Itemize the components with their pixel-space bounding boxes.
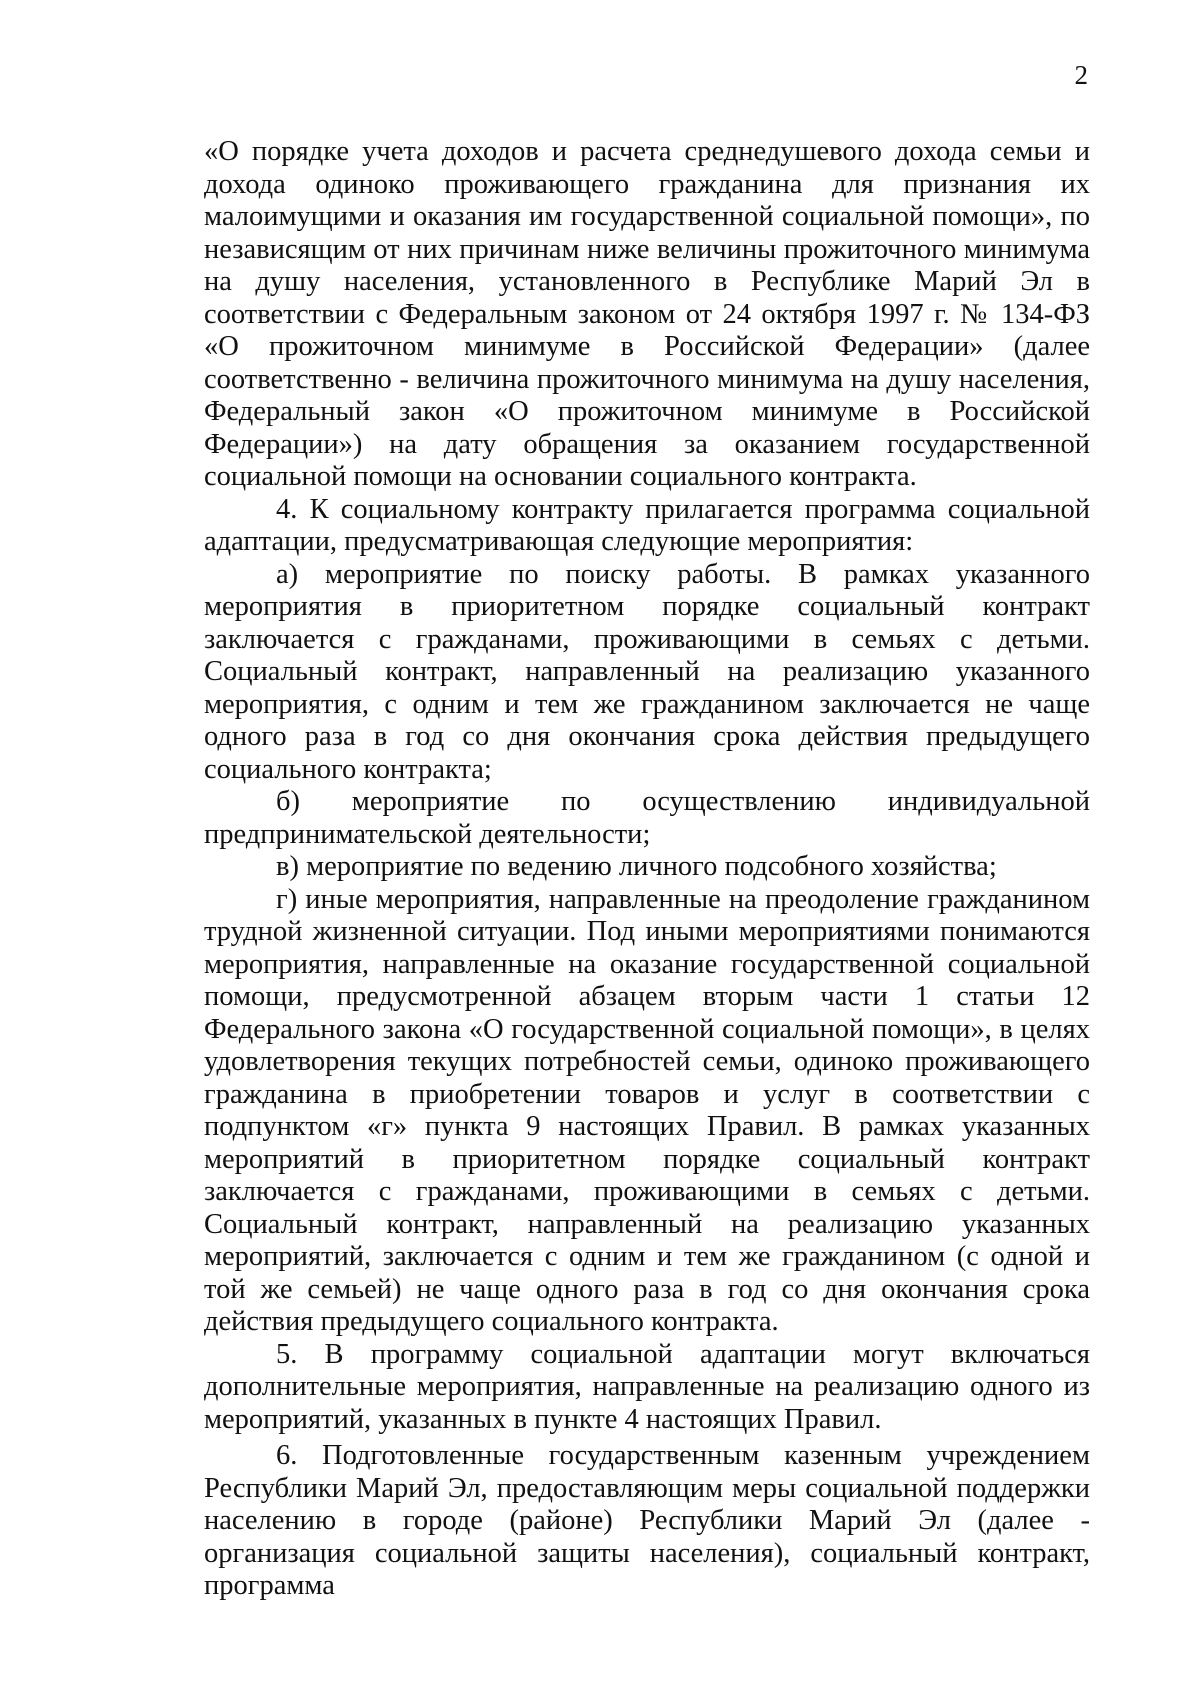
paragraph-item-5: 5. В программу социальной адаптации могут включаться дополнительные мероприятия, направленные на реализацию одного из мероприятий, указанных в пункте 4 настоящих Правил. [204,1338,1090,1435]
page-number: 2 [1074,60,1088,90]
paragraph-subitem-a: а) мероприятие по поиску работы. В рамках указанного мероприятия в приоритетном порядке социальный контракт заключается с гражданами, проживающими в семьях с детьми. Социальный контракт, направленный на реализацию указанного мероприятия, с одним и тем же гражданином заключается не чаще одного раза в год со дня окончания срока действия предыдущего социального контракта; [204,558,1090,785]
paragraph-subitem-g: г) иные мероприятия, направленные на преодоление гражданином трудной жизненной ситуации. Под иными мероприятиями понимаются мероприятия, направленные на оказание государственной социальной помощи, предусмотренной абзацем вторым части 1 статьи 12 Федерального закона «О государственной социальной помощи», в целях удовлетворения текущих потребностей семьи, одиноко проживающего гражданина в приобретении товаров и услуг в соответствии с подпунктом «г» пункта 9 настоящих Правил. В рамках указанных мероприятий в приоритетном порядке социальный контракт заключается с гражданами, проживающими в семьях с детьми. Социальный контракт, направленный на реализацию указанных мероприятий, заключается с одним и тем же гражданином (с одной и той же семьей) не чаще одного раза в год со дня окончания срока действия предыдущего социального контракта. [204,883,1090,1337]
paragraph-item-6: 6. Подготовленные государственным казенным учреждением Республики Марий Эл, предоставляющим меры социальной поддержки населению в городе (районе) Республики Марий Эл (далее - организация социальной защиты населения), социальный контракт, программа [204,1440,1090,1601]
paragraph-continuation: «О порядке учета доходов и расчета среднедушевого дохода семьи и дохода одиноко проживающего гражданина для признания их малоимущими и оказания им государственной социальной помощи», по независящим от них причинам ниже величины прожиточного минимума на душу населения, установленного в Республике Марий Эл в соответствии с Федеральным законом от 24 октября 1997 г. № 134-ФЗ «О прожиточном минимуме в Российской Федерации» (далее соответственно - величина прожиточного минимума на душу населения, Федеральный закон «О прожиточном минимуме в Российской Федерации») на дату обращения за оказанием государственной социальной помощи на основании социального контракта. [204,136,1090,492]
paragraph-item-4: 4. К социальному контракту прилагается программа социальной адаптации, предусматривающая следующие мероприятия: [204,493,1090,557]
document-body [204,136,1090,1603]
paragraph-subitem-v: в) мероприятие по ведению личного подсобного хозяйства; [276,851,997,882]
paragraph-subitem-b: б) мероприятие по осуществлению индивидуальной предпринимательской деятельности; [204,786,1090,850]
